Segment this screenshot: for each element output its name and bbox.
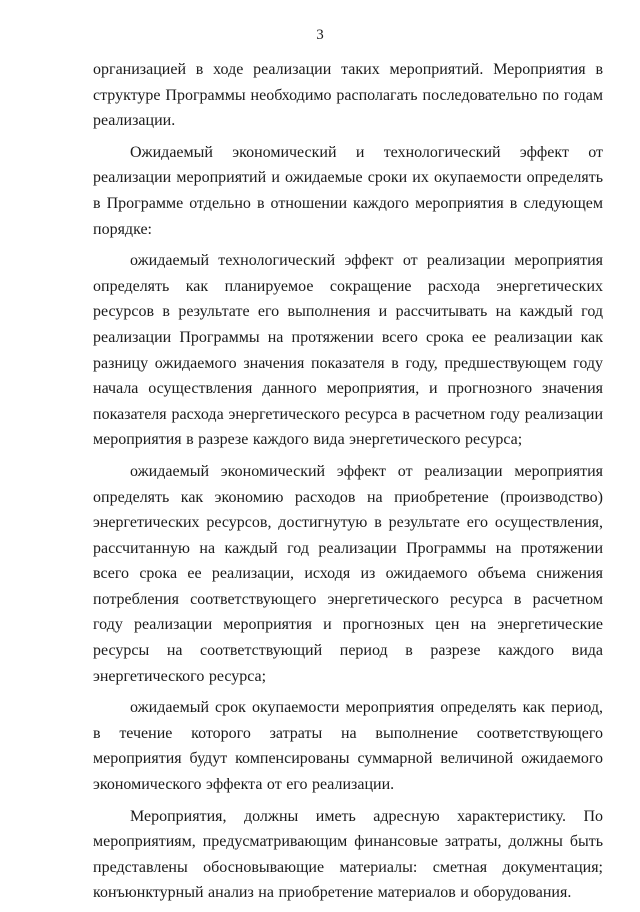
page-number: 3 — [316, 27, 324, 43]
paragraph-effect-intro: Ожидаемый экономический и технологический эффект от реализации мероприятий и ожидаемые сроки их окупаемости определять в Программе отдельно в отношении каждого мероприятия в следующем порядке: — [93, 143, 603, 238]
paragraph-continuation: организацией в ходе реализации таких мероприятий. Мероприятия в структуре Программы необходимо располагать последовательно по годам реализации. — [93, 61, 603, 130]
paragraph-address-characteristics: Мероприятия, должны иметь адресную характеристику. По мероприятиям, предусматривающим финансовые затраты, должны быть представлены обосновывающие материалы: сметная документация; конъюнктурный анализ на приобретение материалов и оборудования. — [93, 807, 603, 902]
paragraph-technological-effect: ожидаемый технологический эффект от реализации мероприятия определять как планируемое сокращение расхода энергетических ресурсов в результате его выполнения и рассчитывать на каждый год реализации Программы на протяжении всего срока ее реализации как разницу ожидаемого значения показателя в году, предшествующем году начала осуществления данного мероприятия, и прогнозного значения показателя расхода энергетического ресурса в расчетном году реализации мероприятия в разрезе каждого вида энергетического ресурса; — [93, 252, 603, 449]
paragraph-economic-effect: ожидаемый экономический эффект от реализации мероприятия определять как экономию расходов на приобретение (производство) энергетических ресурсов, достигнутую в результате его осуществления, рассчитанную на каждый год реализации Программы на протяжении всего срока ее реализации, исходя из ожидаемого объема снижения потребления соответствующего энергетического ресурса в расчетном году реализации мероприятия и прогнозных цен на энергетические ресурсы на соответствующий период в разрезе каждого вида энергетического ресурса; — [93, 462, 603, 685]
document-body — [93, 57, 603, 912]
paragraph-payback-period: ожидаемый срок окупаемости мероприятия определять как период, в течение которого затраты на выполнение соответствующего мероприятия будут компенсированы суммарной величиной ожидаемого экономического эффекта от его реализации. — [93, 699, 603, 794]
